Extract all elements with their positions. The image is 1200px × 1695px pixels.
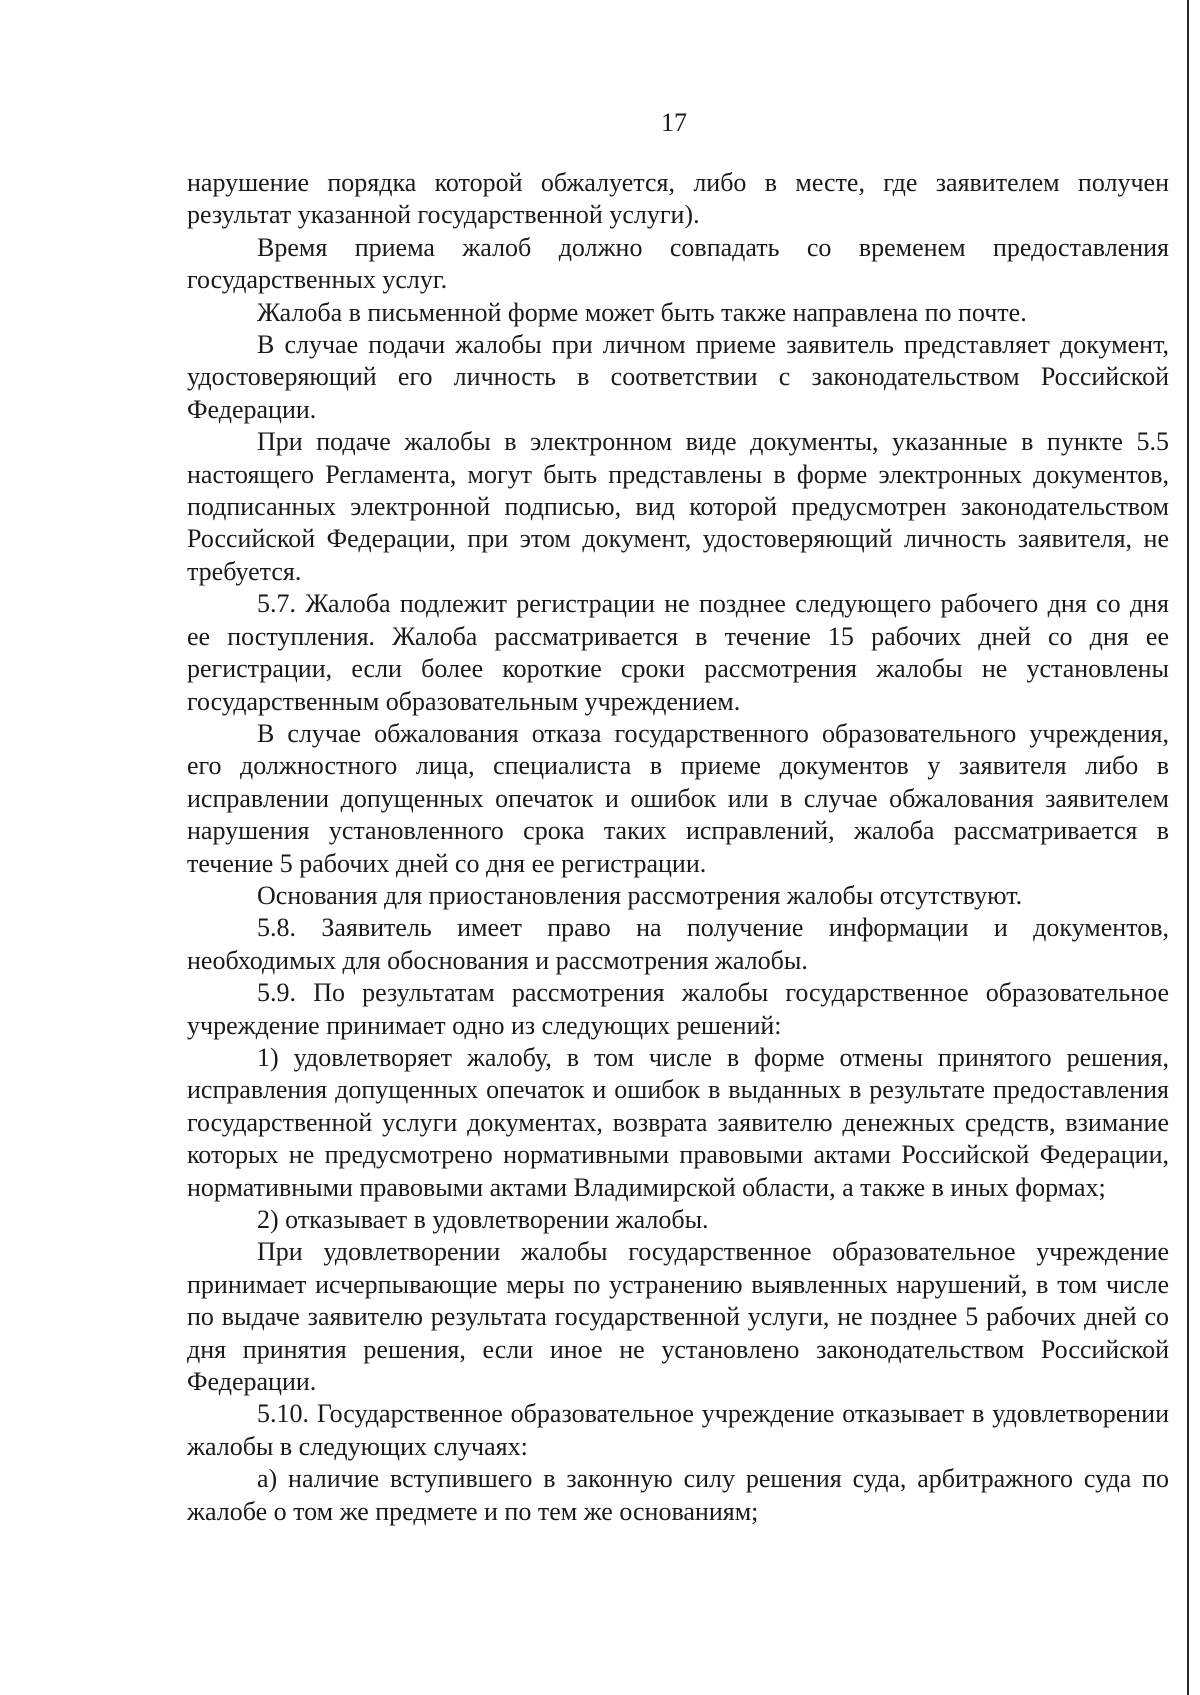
paragraph-personal-reception: В случае подачи жалобы при личном приеме заявитель представляет документ, удостоверяющий его личность в соответствии с законодательством Российской Федерации.	[187, 330, 1169, 424]
list-item-2: 2) отказывает в удовлетворении жалобы.	[257, 1205, 709, 1234]
paragraph-complaint-time: Время приема жалоб должно совпадать со временем предоставления государственных услуг.	[187, 232, 1169, 295]
paragraph-5-7: 5.7. Жалоба подлежит регистрации не позднее следующего рабочего дня со дня ее поступления. Жалоба рассматривается в течение 15 рабочих дней со дня ее регистрации, если более короткие сроки рассмотрения жалобы не установлены государственным образовательным учреждением.	[187, 589, 1169, 716]
paragraph-no-suspension: Основания для приостановления рассмотрения жалобы отсутствуют.	[257, 880, 1023, 910]
page-number: 17	[661, 108, 687, 137]
document-body	[187, 167, 1169, 1528]
list-item-a: а) наличие вступившего в законную силу решения суда, арбитражного суда по жалобе о том же предмете и по тем же основаниям;	[187, 1464, 1169, 1526]
paragraph-refusal-appeal: В случае обжалования отказа государственного образовательного учреждения, его должностного лица, специалиста в приеме документов у заявителя либо в исправлении допущенных опечаток и ошибок или в случае обжалования заявителем нарушения установленного срока таких исправлений, жалоба рассматривается в течение 5 рабочих дней со дня ее регистрации.	[187, 718, 1169, 878]
scan-edge-line	[1187, 0, 1189, 1695]
paragraph-5-10: 5.10. Государственное образовательное учреждение отказывает в удовлетворении жалобы в следующих случаях:	[187, 1399, 1169, 1461]
paragraph-mail: Жалоба в письменной форме может быть также направлена по почте.	[257, 297, 1027, 327]
paragraph-5-9: 5.9. По результатам рассмотрения жалобы государственное образовательное учреждение принимает одно из следующих решений:	[187, 978, 1169, 1040]
paragraph-5-8: 5.8. Заявитель имеет право на получение информации и документов, необходимых для обоснования и рассмотрения жалобы.	[187, 913, 1169, 975]
paragraph-electronic-submission: При подаче жалобы в электронном виде документы, указанные в пункте 5.5 настоящего Регламента, могут быть представлены в форме электронных документов, подписанных электронной подписью, вид которой предусмотрен законодательством Российской Федерации, при этом документ, удостоверяющий личность заявителя, не требуется.	[187, 427, 1169, 586]
paragraph-continuation: нарушение порядка которой обжалуется, либо в месте, где заявителем получен результат указанной государственной услуги).	[187, 168, 1169, 230]
paragraph-satisfaction-measures: При удовлетворении жалобы государственное образовательное учреждение принимает исчерпывающие меры по устранению выявленных нарушений, в том числе по выдаче заявителю результата государственной услуги, не позднее 5 рабочих дней со дня принятия решения, если иное не установлено законодательством Российской Федерации.	[187, 1237, 1169, 1397]
list-item-1: 1) удовлетворяет жалобу, в том числе в форме отмены принятого решения, исправления допущенных опечаток и ошибок в выданных в результате предоставления государственной услуги документах, возврата заявителю денежных средств, взимание которых не предусмотрено нормативными правовыми актами Российской Федерации, нормативными правовыми актами Владимирской области, а также в иных формах;	[187, 1042, 1169, 1202]
